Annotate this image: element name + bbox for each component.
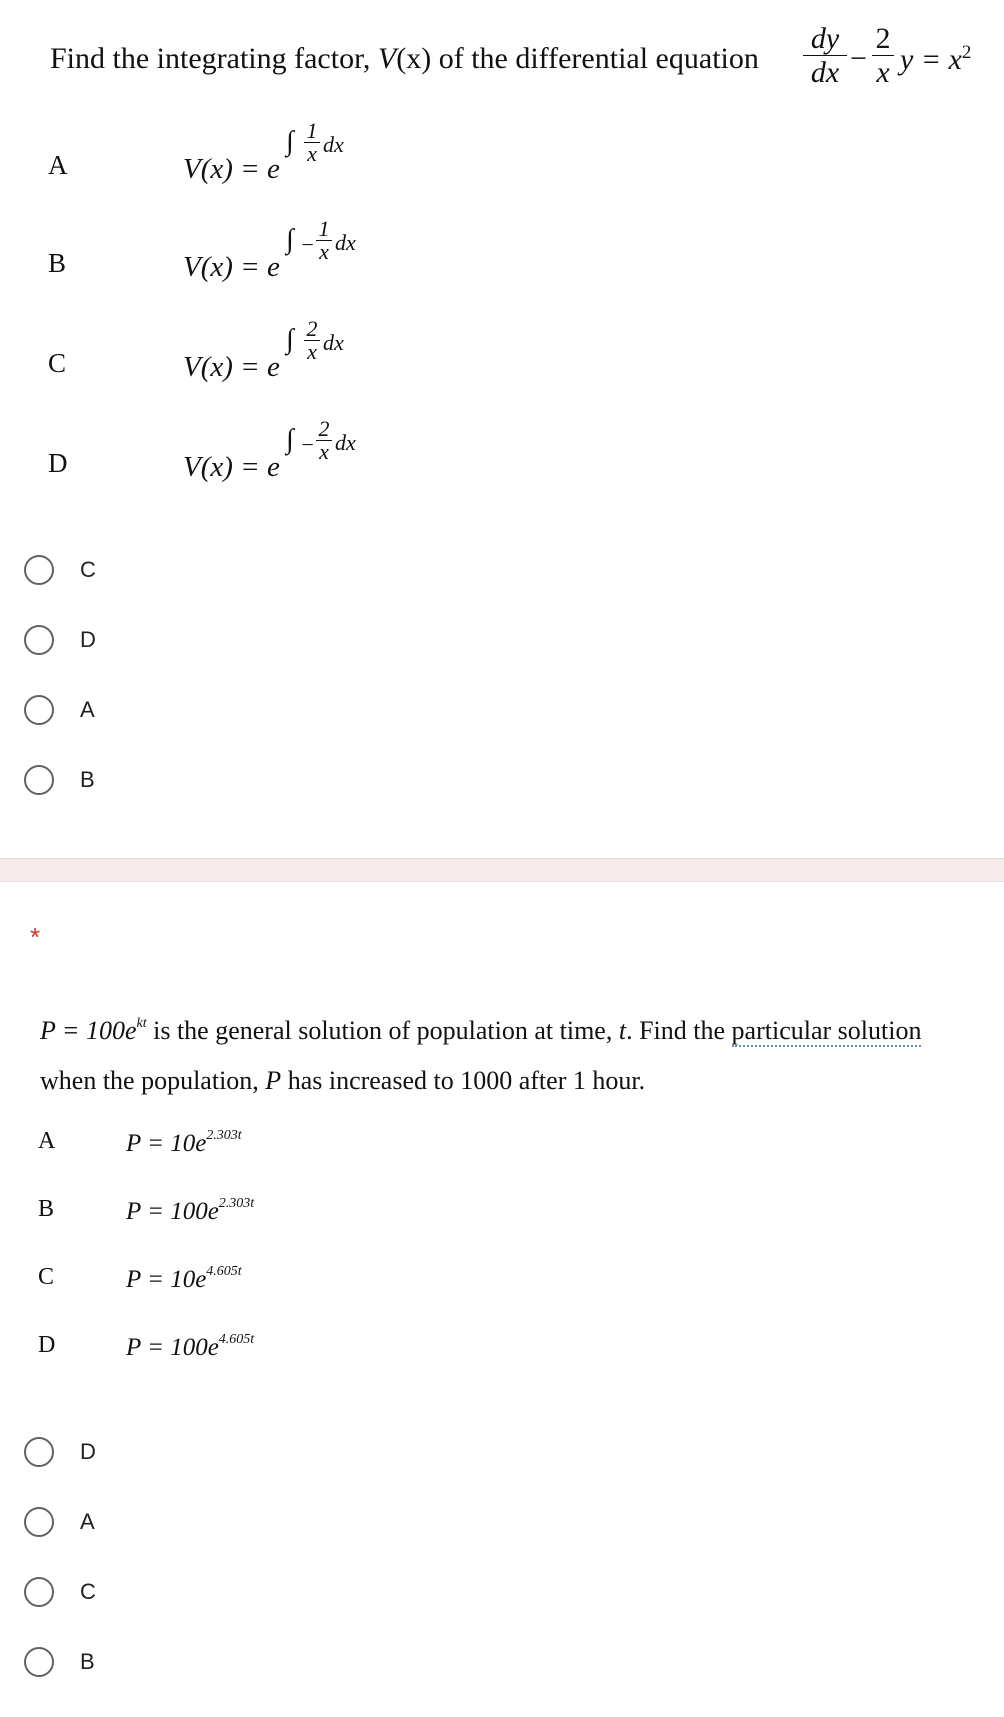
q1-radio-option[interactable]: B	[20, 757, 420, 807]
section-divider	[0, 858, 1004, 882]
q1-radio-option[interactable]: D	[20, 617, 420, 667]
q1-option-b-formula: V(x) = e ∫ − 1 x dx	[183, 216, 356, 283]
q2-option-d: D $P = 100e^{4.605t}$	[38, 1332, 255, 1361]
question-2-prompt-line-1: $P = 100e^{kt}$ is the general solution of population at time, t. Find the particular solution	[40, 1016, 922, 1045]
q2-option-b: B $P = 100e^{2.303t}$	[38, 1196, 255, 1225]
q2-option-c: C $P = 10e^{4.605t}$	[38, 1264, 242, 1293]
radio-button[interactable]	[24, 1647, 54, 1677]
eq-minus: −	[850, 42, 867, 75]
required-asterisk: *	[30, 922, 41, 952]
radio-button[interactable]	[24, 1577, 54, 1607]
q2-radio-option[interactable]: A	[20, 1499, 420, 1549]
q1-option-d: D V(x) = e ∫ − 2 x dx	[48, 418, 548, 498]
particular-solution-term[interactable]: particular solution	[731, 1016, 922, 1045]
radio-button[interactable]	[24, 555, 54, 585]
q1-option-a: A V(x) = e ∫ 1 x dx	[48, 120, 548, 200]
prompt-arg: (x)	[396, 42, 432, 75]
question-2-prompt-line-2: when the population, P has increased to 1000 after 1 hour.	[40, 1066, 646, 1095]
q1-option-b: B V(x) = e ∫ − 1 x dx	[48, 218, 548, 298]
two-over-x-fraction: $\frac{2}{x}$	[872, 24, 894, 90]
q2-option-b-formula: $P = 100e^{2.303t}$	[126, 1196, 255, 1225]
radio-button[interactable]	[24, 765, 54, 795]
q2-radio-option[interactable]: B	[20, 1639, 420, 1689]
dy-dx-fraction: $\frac{dy}{dx}$	[803, 24, 847, 90]
q2-option-a-formula: $P = 10e^{2.303t}$	[126, 1128, 242, 1157]
prompt-var: V	[377, 42, 397, 75]
q2-option-a: A $P = 10e^{2.303t}$	[38, 1128, 242, 1157]
q2-radio-option[interactable]: C	[20, 1569, 420, 1619]
radio-button[interactable]	[24, 1507, 54, 1537]
q2-option-c-formula: $P = 10e^{4.605t}$	[126, 1264, 242, 1293]
prompt-mid: of the differential equation	[431, 42, 759, 75]
radio-button[interactable]	[24, 625, 54, 655]
q1-option-c: C V(x) = e ∫ 2 x dx	[48, 318, 548, 398]
q1-option-d-formula: V(x) = e ∫ − 2 x dx	[183, 416, 356, 483]
q2-radio-option[interactable]: D	[20, 1429, 420, 1479]
q1-option-c-formula: V(x) = e ∫ 2 x dx	[183, 316, 344, 383]
prompt-text: Find the integrating factor,	[50, 42, 378, 75]
q1-radio-option[interactable]: C	[20, 547, 420, 597]
radio-button[interactable]	[24, 695, 54, 725]
q1-option-a-formula: V(x) = e ∫ 1 x dx	[183, 118, 344, 185]
radio-button[interactable]	[24, 1437, 54, 1467]
eq-rhs: $y = x^2$	[900, 42, 972, 76]
question-1-prompt	[50, 22, 1000, 110]
q2-option-d-formula: $P = 100e^{4.605t}$	[126, 1332, 255, 1361]
q1-radio-option[interactable]: A	[20, 687, 420, 737]
